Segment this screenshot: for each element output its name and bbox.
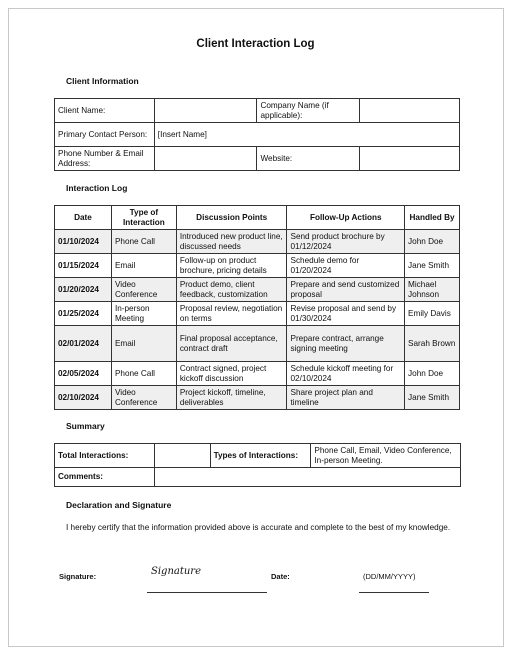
date-label: Date: bbox=[271, 572, 290, 581]
type-cell: Phone Call bbox=[111, 362, 176, 386]
column-header: Type of Interaction bbox=[111, 206, 176, 230]
type-cell: Phone Call bbox=[111, 230, 176, 254]
total-interactions-field[interactable] bbox=[154, 444, 210, 468]
points-cell: Proposal review, negotiation on terms bbox=[176, 302, 287, 326]
date-format-hint: (DD/MM/YYYY) bbox=[363, 572, 416, 581]
points-cell: Contract signed, project kickoff discussion bbox=[176, 362, 287, 386]
date-cell: 01/20/2024 bbox=[55, 278, 112, 302]
date-line[interactable] bbox=[359, 592, 429, 593]
points-cell: Follow-up on product brochure, pricing details bbox=[176, 254, 287, 278]
followup-cell: Send product brochure by 01/12/2024 bbox=[287, 230, 405, 254]
client-name-label: Client Name: bbox=[55, 99, 155, 123]
column-header: Follow-Up Actions bbox=[287, 206, 405, 230]
comments-field[interactable] bbox=[154, 468, 460, 487]
signature-line[interactable] bbox=[147, 592, 267, 593]
signature-script: Signature bbox=[151, 566, 202, 577]
company-name-field[interactable] bbox=[360, 99, 460, 123]
table-row bbox=[55, 386, 460, 410]
table-row bbox=[55, 278, 460, 302]
followup-cell: Prepare contract, arrange signing meeting bbox=[287, 326, 405, 362]
date-cell: 01/25/2024 bbox=[55, 302, 112, 326]
type-cell: Video Conference bbox=[111, 386, 176, 410]
document-title: Client Interaction Log bbox=[196, 38, 315, 50]
table-row bbox=[55, 302, 460, 326]
column-header: Discussion Points bbox=[176, 206, 287, 230]
date-cell: 02/01/2024 bbox=[55, 326, 112, 362]
date-cell: 01/10/2024 bbox=[55, 230, 112, 254]
column-header: Handled By bbox=[405, 206, 460, 230]
handled-by-cell: Sarah Brown bbox=[405, 326, 460, 362]
date-cell: 02/10/2024 bbox=[55, 386, 112, 410]
contact-person-field[interactable]: [Insert Name] bbox=[154, 123, 459, 147]
type-cell: Video Conference bbox=[111, 278, 176, 302]
declaration-text: I hereby certify that the information provided above is accurate and complete to the best of my knowledge. bbox=[66, 523, 451, 532]
interaction-log-table bbox=[54, 205, 460, 410]
handled-by-cell: Michael Johnson bbox=[405, 278, 460, 302]
points-cell: Project kickoff, timeline, deliverables bbox=[176, 386, 287, 410]
declaration-heading: Declaration and Signature bbox=[66, 500, 172, 510]
phone-email-label: Phone Number & Email Address: bbox=[55, 147, 155, 171]
table-row bbox=[55, 362, 460, 386]
date-cell: 02/05/2024 bbox=[55, 362, 112, 386]
table-row bbox=[55, 230, 460, 254]
points-cell: Introduced new product line, discussed needs bbox=[176, 230, 287, 254]
phone-email-field[interactable] bbox=[154, 147, 257, 171]
followup-cell: Prepare and send customized proposal bbox=[287, 278, 405, 302]
client-info-heading: Client Information bbox=[66, 76, 139, 86]
total-interactions-label: Total Interactions: bbox=[55, 444, 155, 468]
type-cell: In-person Meeting bbox=[111, 302, 176, 326]
handled-by-cell: John Doe bbox=[405, 362, 460, 386]
signature-label: Signature: bbox=[59, 572, 97, 581]
type-cell: Email bbox=[111, 326, 176, 362]
followup-cell: Schedule demo for 01/20/2024 bbox=[287, 254, 405, 278]
company-name-label: Company Name (if applicable): bbox=[257, 99, 360, 123]
followup-cell: Share project plan and timeline bbox=[287, 386, 405, 410]
website-field[interactable] bbox=[360, 147, 460, 171]
interaction-log-heading: Interaction Log bbox=[66, 183, 128, 193]
points-cell: Final proposal acceptance, contract draft bbox=[176, 326, 287, 362]
types-interactions-label: Types of Interactions: bbox=[210, 444, 311, 468]
followup-cell: Schedule kickoff meeting for 02/10/2024 bbox=[287, 362, 405, 386]
summary-heading: Summary bbox=[66, 421, 105, 431]
handled-by-cell: John Doe bbox=[405, 230, 460, 254]
handled-by-cell: Emily Davis bbox=[405, 302, 460, 326]
date-cell: 01/15/2024 bbox=[55, 254, 112, 278]
summary-table bbox=[54, 443, 461, 487]
table-row bbox=[55, 326, 460, 362]
website-label: Website: bbox=[257, 147, 360, 171]
types-interactions-value[interactable]: Phone Call, Email, Video Conference, In-person Meeting. bbox=[311, 444, 461, 468]
handled-by-cell: Jane Smith bbox=[405, 254, 460, 278]
table-row bbox=[55, 254, 460, 278]
comments-label: Comments: bbox=[55, 468, 155, 487]
client-name-field[interactable] bbox=[154, 99, 257, 123]
client-info-table bbox=[54, 98, 460, 171]
followup-cell: Revise proposal and send by 01/30/2024 bbox=[287, 302, 405, 326]
column-header: Date bbox=[55, 206, 112, 230]
contact-person-label: Primary Contact Person: bbox=[55, 123, 155, 147]
handled-by-cell: Jane Smith bbox=[405, 386, 460, 410]
points-cell: Product demo, client feedback, customization bbox=[176, 278, 287, 302]
type-cell: Email bbox=[111, 254, 176, 278]
